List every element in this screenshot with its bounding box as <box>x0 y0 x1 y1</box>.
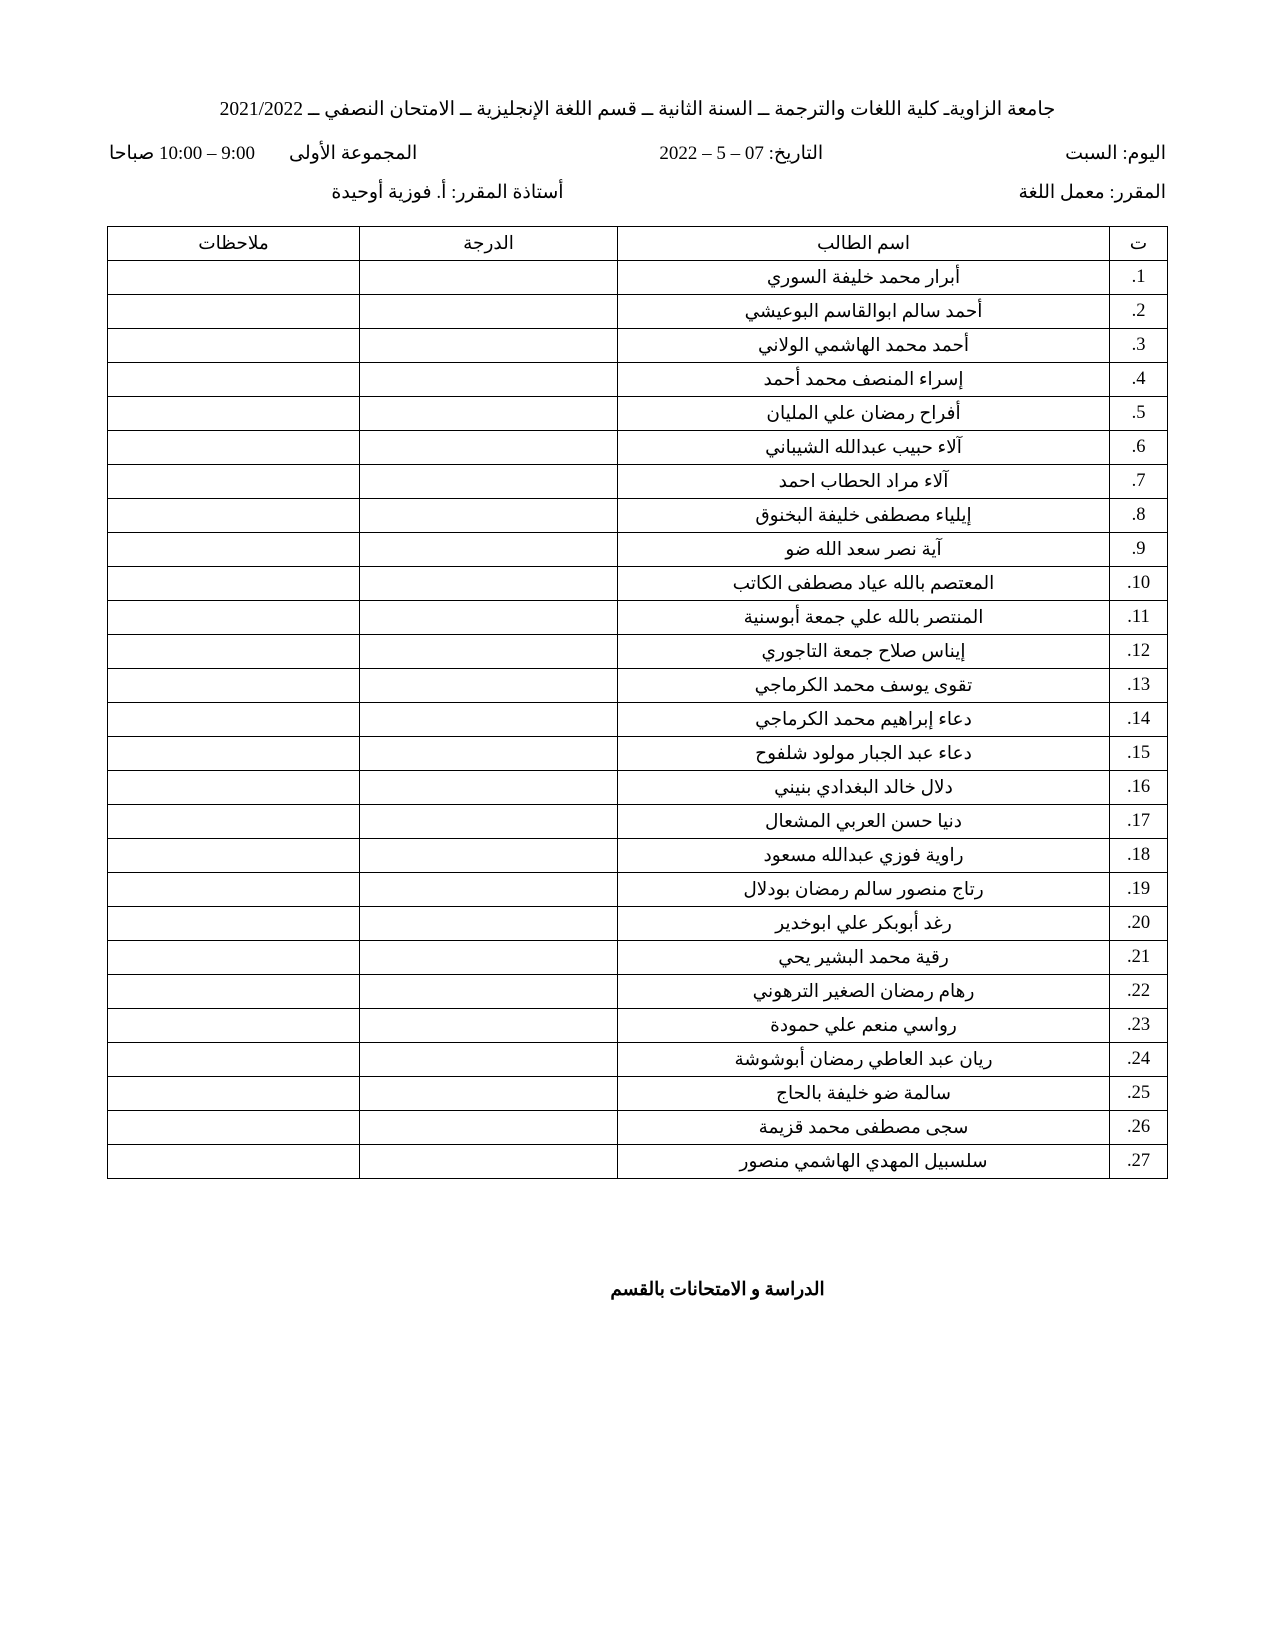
cell-notes[interactable] <box>108 1111 360 1145</box>
table-row <box>108 1009 1168 1043</box>
table-row <box>108 771 1168 805</box>
exam-group: المجموعة الأولى <box>289 143 418 165</box>
cell-grade[interactable] <box>360 1145 618 1179</box>
cell-notes[interactable] <box>108 1043 360 1077</box>
cell-notes[interactable] <box>108 1145 360 1179</box>
cell-grade[interactable] <box>360 295 618 329</box>
cell-notes[interactable] <box>108 703 360 737</box>
cell-grade[interactable] <box>360 669 618 703</box>
cell-grade[interactable] <box>360 975 618 1009</box>
cell-notes[interactable] <box>108 431 360 465</box>
cell-grade[interactable] <box>360 1077 618 1111</box>
cell-index: 16. <box>1110 771 1168 805</box>
cell-index: 5. <box>1110 397 1168 431</box>
cell-student-name: أفراح رمضان علي الملیان <box>618 397 1110 431</box>
cell-index: 11. <box>1110 601 1168 635</box>
cell-notes[interactable] <box>108 771 360 805</box>
table-row <box>108 975 1168 1009</box>
cell-grade[interactable] <box>360 329 618 363</box>
cell-student-name: ريان عبد العاطي رمضان أبوشوشة <box>618 1043 1110 1077</box>
cell-student-name: راوية فوزي عبدالله مسعود <box>618 839 1110 873</box>
cell-grade[interactable] <box>360 397 618 431</box>
table-row <box>108 1111 1168 1145</box>
cell-index: 10. <box>1110 567 1168 601</box>
cell-student-name: رغد أبوبكر علي ابوخدير <box>618 907 1110 941</box>
cell-index: 21. <box>1110 941 1168 975</box>
cell-student-name: آلاء حبيب عبدالله الشيباني <box>618 431 1110 465</box>
cell-index: 17. <box>1110 805 1168 839</box>
cell-index: 9. <box>1110 533 1168 567</box>
column-header-name: اسم الطالب <box>618 227 1110 261</box>
cell-notes[interactable] <box>108 397 360 431</box>
footer-note: الدراسة و الامتحانات بالقسم <box>610 1280 825 1301</box>
table-row <box>108 941 1168 975</box>
cell-student-name: إيلياء مصطفى خليفة البخنوق <box>618 499 1110 533</box>
cell-student-name: إيناس صلاح جمعة التاجوري <box>618 635 1110 669</box>
table-row <box>108 703 1168 737</box>
cell-grade[interactable] <box>360 261 618 295</box>
cell-student-name: المعتصم بالله عياد مصطفى الكاتب <box>618 567 1110 601</box>
table-row <box>108 1077 1168 1111</box>
cell-grade[interactable] <box>360 839 618 873</box>
cell-student-name: إسراء المنصف محمد أحمد <box>618 363 1110 397</box>
exam-time: 9:00 – 10:00 صباحا <box>109 143 256 165</box>
table-row <box>108 907 1168 941</box>
cell-student-name: سالمة ضو خليفة بالحاج <box>618 1077 1110 1111</box>
cell-index: 2. <box>1110 295 1168 329</box>
cell-student-name: آلاء مراد الحطاب احمد <box>618 465 1110 499</box>
table-row <box>108 669 1168 703</box>
cell-student-name: أحمد محمد الهاشمي الولاني <box>618 329 1110 363</box>
exam-group-time <box>109 142 417 165</box>
cell-student-name: رقية محمد البشير يحي <box>618 941 1110 975</box>
cell-notes[interactable] <box>108 805 360 839</box>
cell-index: 25. <box>1110 1077 1168 1111</box>
instructor-label: أستاذة المقرر: أ. فوزية أوحيدة <box>331 182 564 204</box>
cell-student-name: دعاء عبد الجبار مولود شلفوح <box>618 737 1110 771</box>
table-row <box>108 1145 1168 1179</box>
table-row <box>108 805 1168 839</box>
cell-index: 13. <box>1110 669 1168 703</box>
cell-index: 12. <box>1110 635 1168 669</box>
table-row <box>108 465 1168 499</box>
cell-index: 27. <box>1110 1145 1168 1179</box>
course-label: المقرر: معمل اللغة <box>1018 182 1166 204</box>
student-roster-table <box>107 226 1168 1179</box>
cell-student-name: رهام رمضان الصغير الترهوني <box>618 975 1110 1009</box>
cell-student-name: دعاء إبراهيم محمد الكرماجي <box>618 703 1110 737</box>
cell-notes[interactable] <box>108 601 360 635</box>
table-row <box>108 1043 1168 1077</box>
cell-index: 26. <box>1110 1111 1168 1145</box>
cell-notes[interactable] <box>108 669 360 703</box>
cell-notes[interactable] <box>108 839 360 873</box>
cell-notes[interactable] <box>108 567 360 601</box>
cell-grade[interactable] <box>360 907 618 941</box>
cell-notes[interactable] <box>108 635 360 669</box>
cell-student-name: المنتصر بالله علي جمعة أبوسنية <box>618 601 1110 635</box>
cell-notes[interactable] <box>108 975 360 1009</box>
cell-student-name: أبرار محمد خليفة السوري <box>618 261 1110 295</box>
cell-grade[interactable] <box>360 465 618 499</box>
cell-index: 23. <box>1110 1009 1168 1043</box>
cell-student-name: رواسي منعم علي حمودة <box>618 1009 1110 1043</box>
exam-meta-row <box>105 142 1170 165</box>
cell-grade[interactable] <box>360 601 618 635</box>
cell-notes[interactable] <box>108 329 360 363</box>
table-header-row <box>108 227 1168 261</box>
cell-index: 4. <box>1110 363 1168 397</box>
cell-grade[interactable] <box>360 363 618 397</box>
cell-student-name: سلسبيل المهدي الهاشمي منصور <box>618 1145 1110 1179</box>
cell-index: 1. <box>1110 261 1168 295</box>
cell-notes[interactable] <box>108 363 360 397</box>
document-title: جامعة الزاويةـ كلية اللغات والترجمة ــ السنة الثانية ــ قسم اللغة الإنجليزية ــ الامتحان النصفي ــ 2021/2022 <box>219 99 1056 120</box>
cell-index: 7. <box>1110 465 1168 499</box>
cell-grade[interactable] <box>360 1009 618 1043</box>
cell-notes[interactable] <box>108 261 360 295</box>
table-row <box>108 635 1168 669</box>
cell-index: 3. <box>1110 329 1168 363</box>
cell-notes[interactable] <box>108 873 360 907</box>
table-row <box>108 533 1168 567</box>
cell-notes[interactable] <box>108 941 360 975</box>
table-row <box>108 431 1168 465</box>
table-row <box>108 873 1168 907</box>
cell-index: 6. <box>1110 431 1168 465</box>
cell-notes[interactable] <box>108 499 360 533</box>
table-row <box>108 737 1168 771</box>
table-row <box>108 363 1168 397</box>
cell-notes[interactable] <box>108 907 360 941</box>
table-row <box>108 329 1168 363</box>
column-header-grade: الدرجة <box>360 227 618 261</box>
table-body <box>108 261 1168 1179</box>
course-meta-row <box>105 181 1170 204</box>
cell-grade[interactable] <box>360 703 618 737</box>
cell-grade[interactable] <box>360 805 618 839</box>
cell-grade[interactable] <box>360 431 618 465</box>
cell-student-name: سجى مصطفى محمد قزيمة <box>618 1111 1110 1145</box>
cell-grade[interactable] <box>360 1043 618 1077</box>
cell-student-name: أحمد سالم ابوالقاسم البوعيشي <box>618 295 1110 329</box>
column-header-index: ت <box>1110 227 1168 261</box>
cell-index: 22. <box>1110 975 1168 1009</box>
table-row <box>108 567 1168 601</box>
table-row <box>108 261 1168 295</box>
cell-index: 19. <box>1110 873 1168 907</box>
cell-notes[interactable] <box>108 1077 360 1111</box>
cell-student-name: دنيا حسن العربي المشعال <box>618 805 1110 839</box>
cell-notes[interactable] <box>108 465 360 499</box>
table-row <box>108 839 1168 873</box>
cell-grade[interactable] <box>360 1111 618 1145</box>
cell-notes[interactable] <box>108 295 360 329</box>
cell-index: 8. <box>1110 499 1168 533</box>
cell-grade[interactable] <box>360 873 618 907</box>
exam-day: اليوم: السبت <box>1065 143 1166 165</box>
cell-grade[interactable] <box>360 533 618 567</box>
cell-notes[interactable] <box>108 1009 360 1043</box>
cell-student-name: آية نصر سعد الله ضو <box>618 533 1110 567</box>
table-row <box>108 499 1168 533</box>
cell-grade[interactable] <box>360 567 618 601</box>
column-header-notes: ملاحظات <box>108 227 360 261</box>
cell-grade[interactable] <box>360 499 618 533</box>
exam-date: التاريخ: 07 – 5 – 2022 <box>659 143 824 165</box>
cell-index: 20. <box>1110 907 1168 941</box>
cell-student-name: تقوى يوسف محمد الكرماجي <box>618 669 1110 703</box>
cell-grade[interactable] <box>360 941 618 975</box>
cell-index: 14. <box>1110 703 1168 737</box>
table-row <box>108 601 1168 635</box>
cell-grade[interactable] <box>360 771 618 805</box>
cell-index: 24. <box>1110 1043 1168 1077</box>
table-row <box>108 295 1168 329</box>
cell-student-name: رتاج منصور سالم رمضان بودلال <box>618 873 1110 907</box>
cell-grade[interactable] <box>360 737 618 771</box>
cell-notes[interactable] <box>108 737 360 771</box>
cell-student-name: دلال خالد البغدادي بنيني <box>618 771 1110 805</box>
cell-grade[interactable] <box>360 635 618 669</box>
table-row <box>108 397 1168 431</box>
cell-index: 15. <box>1110 737 1168 771</box>
cell-notes[interactable] <box>108 533 360 567</box>
cell-index: 18. <box>1110 839 1168 873</box>
